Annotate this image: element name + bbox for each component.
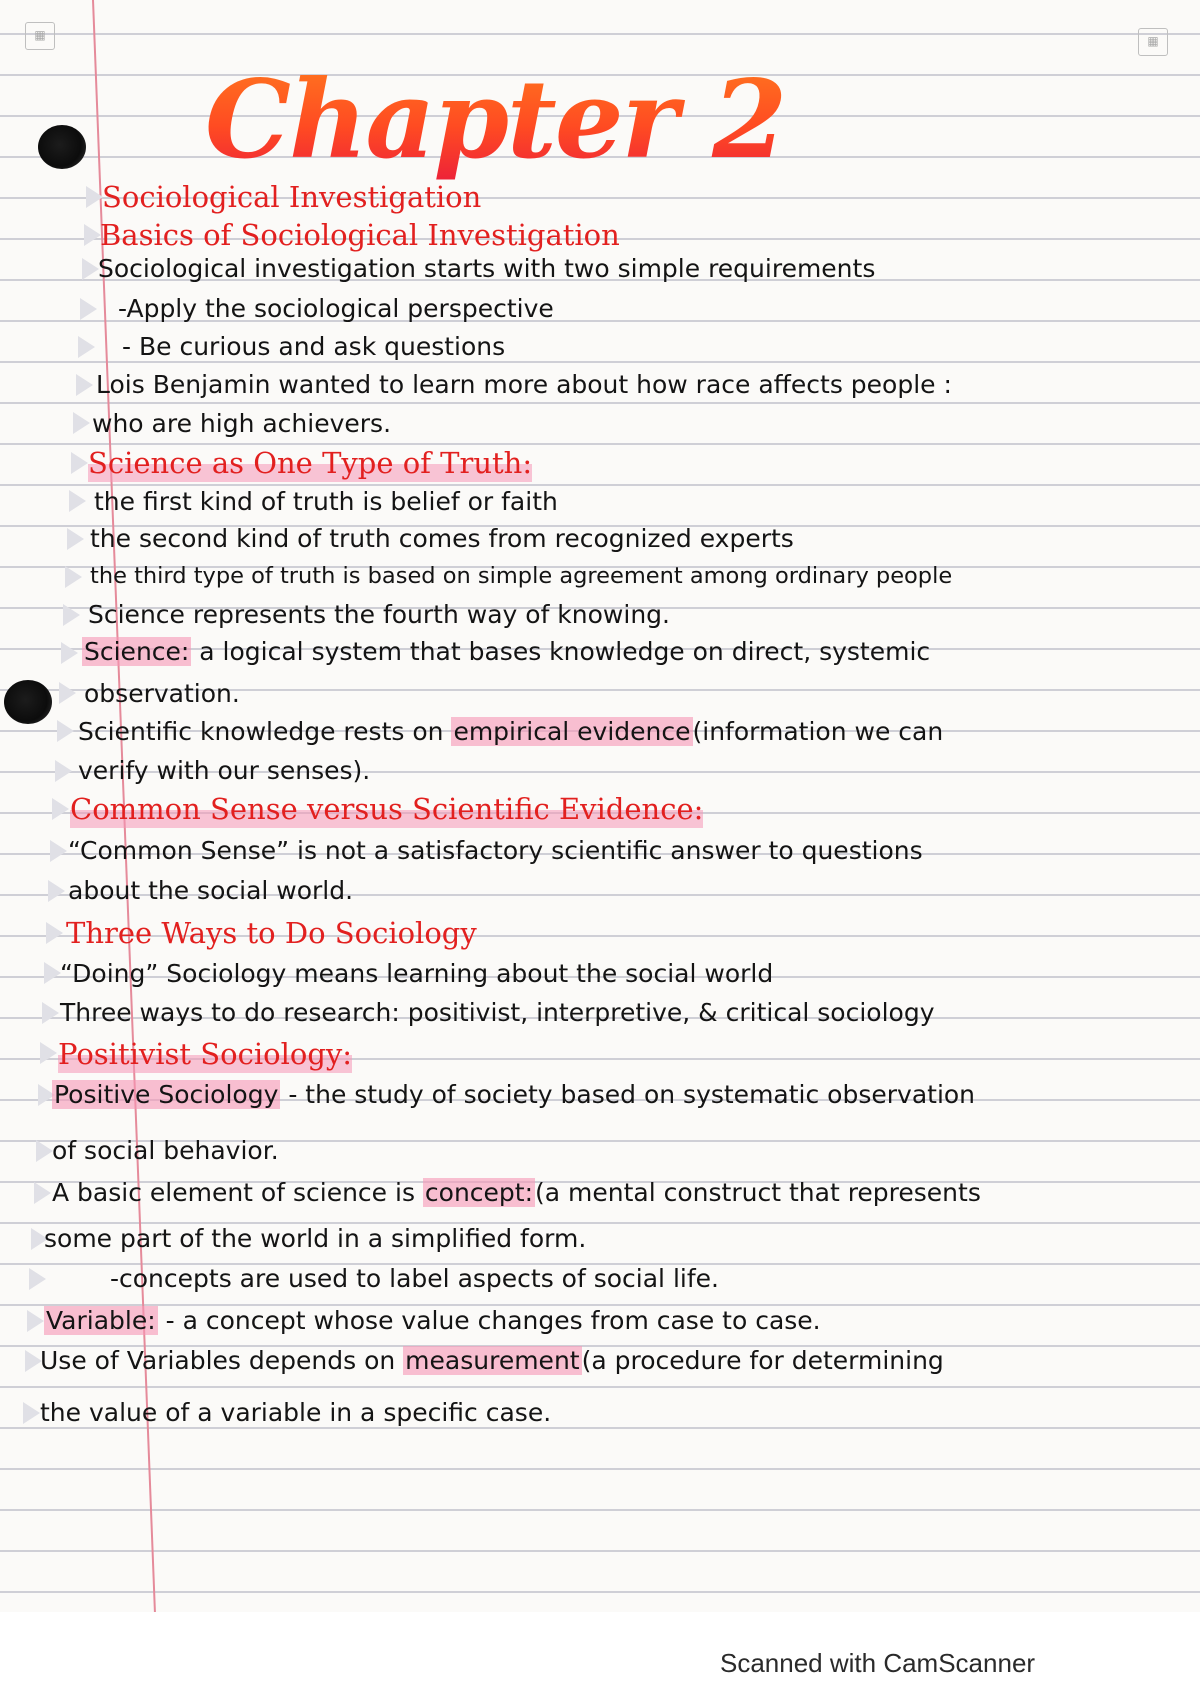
note-text: - a concept whose value changes from case to case. — [157, 1306, 821, 1335]
note-text: (a mental construct that represents — [535, 1178, 981, 1207]
note-line: Three ways to do research: positivist, interpretive, & critical sociology — [60, 998, 935, 1027]
highlighted-term: Science: — [84, 637, 190, 666]
note-line: Science represents the fourth way of knowing. — [88, 600, 670, 629]
note-line: - Be curious and ask questions — [122, 332, 506, 361]
note-line: Lois Benjamin wanted to learn more about how race affects people : — [96, 370, 952, 399]
note-line: the first kind of truth is belief or faith — [94, 487, 558, 516]
note-line: about the social world. — [68, 876, 354, 905]
binder-hole-top — [38, 125, 86, 169]
note-line: “Doing” Sociology means learning about the social world — [60, 959, 774, 988]
note-line — [52, 1174, 981, 1212]
margin-triangle — [65, 566, 82, 588]
margin-triangle — [78, 336, 95, 358]
margin-triangle — [76, 374, 93, 396]
margin-triangle — [23, 1402, 40, 1424]
margin-triangle — [73, 412, 90, 434]
margin-triangle — [63, 604, 80, 626]
margin-triangle — [50, 840, 67, 862]
margin-triangle — [86, 186, 103, 208]
note-line: the value of a variable in a specific case. — [40, 1398, 552, 1427]
note-line: “Common Sense” is not a satisfactory scientific answer to questions — [68, 836, 923, 865]
note-line: who are high achievers. — [92, 409, 392, 438]
margin-triangle — [27, 1310, 44, 1332]
note-line: the third type of truth is based on simple agreement among ordinary people — [90, 563, 953, 589]
margin-triangle — [52, 798, 69, 820]
margin-triangle — [40, 1042, 57, 1064]
highlighted-term: empirical evidence — [453, 717, 691, 746]
highlighted-term: Variable: — [46, 1306, 156, 1335]
margin-triangle — [71, 452, 88, 474]
note-line: observation. — [84, 679, 240, 708]
binder-hole-middle — [4, 680, 52, 724]
highlighted-term: measurement — [405, 1346, 580, 1375]
margin-triangle — [55, 760, 72, 782]
note-line: the second kind of truth comes from recognized experts — [90, 524, 794, 553]
section-heading: Basics of Sociological Investigation — [100, 218, 620, 252]
note-line: -concepts are used to label aspects of social life. — [110, 1264, 719, 1293]
margin-triangle — [69, 490, 86, 512]
margin-triangle — [34, 1182, 51, 1204]
section-heading: Three Ways to Do Sociology — [66, 916, 477, 950]
section-heading: Common Sense versus Scientific Evidence: — [70, 792, 704, 826]
margin-triangle — [67, 528, 84, 550]
note-text: - the study of society based on systematic observation — [280, 1080, 976, 1109]
margin-triangle — [29, 1268, 46, 1290]
margin-triangle — [61, 642, 78, 664]
margin-triangle — [82, 258, 99, 280]
note-text: (information we can — [692, 717, 944, 746]
note-line: Sociological investigation starts with two simple requirements — [98, 254, 876, 283]
note-text: a logical system that bases knowledge on direct, systemic — [191, 637, 931, 666]
note-line — [44, 1302, 821, 1340]
scanner-watermark: Scanned with CamScanner — [720, 1648, 1036, 1678]
margin-triangle — [57, 720, 74, 742]
note-line: -Apply the sociological perspective — [118, 294, 554, 323]
page-title: Chapter 2 — [205, 55, 845, 185]
note-text: Scientific knowledge rests on — [78, 717, 452, 746]
margin-triangle — [42, 1002, 59, 1024]
note-line: verify with our senses). — [78, 756, 371, 785]
section-heading: Positivist Sociology: — [58, 1037, 353, 1071]
margin-triangle — [48, 880, 65, 902]
section-heading: Science as One Type of Truth: — [88, 446, 533, 480]
note-line: some part of the world in a simplified form. — [44, 1224, 587, 1253]
margin-triangle — [84, 224, 101, 246]
highlighted-term: Positive Sociology — [54, 1080, 279, 1109]
note-line: of social behavior. — [52, 1136, 279, 1165]
highlighted-term: concept: — [424, 1178, 534, 1207]
note-line — [78, 713, 943, 751]
margin-triangle — [59, 682, 76, 704]
note-line — [82, 633, 930, 671]
margin-triangle — [80, 298, 97, 320]
scanner-corner-icon-left: ▦ — [25, 22, 55, 50]
margin-triangle — [36, 1140, 53, 1162]
note-line — [40, 1342, 944, 1380]
note-text: (a procedure for determining — [581, 1346, 944, 1375]
note-text: Use of Variables depends on — [40, 1346, 404, 1375]
note-line — [52, 1076, 975, 1114]
note-text: A basic element of science is — [52, 1178, 423, 1207]
section-heading: Sociological Investigation — [102, 180, 482, 214]
margin-triangle — [46, 922, 63, 944]
scanner-corner-icon-right: ▦ — [1138, 28, 1168, 56]
margin-triangle — [44, 962, 61, 984]
